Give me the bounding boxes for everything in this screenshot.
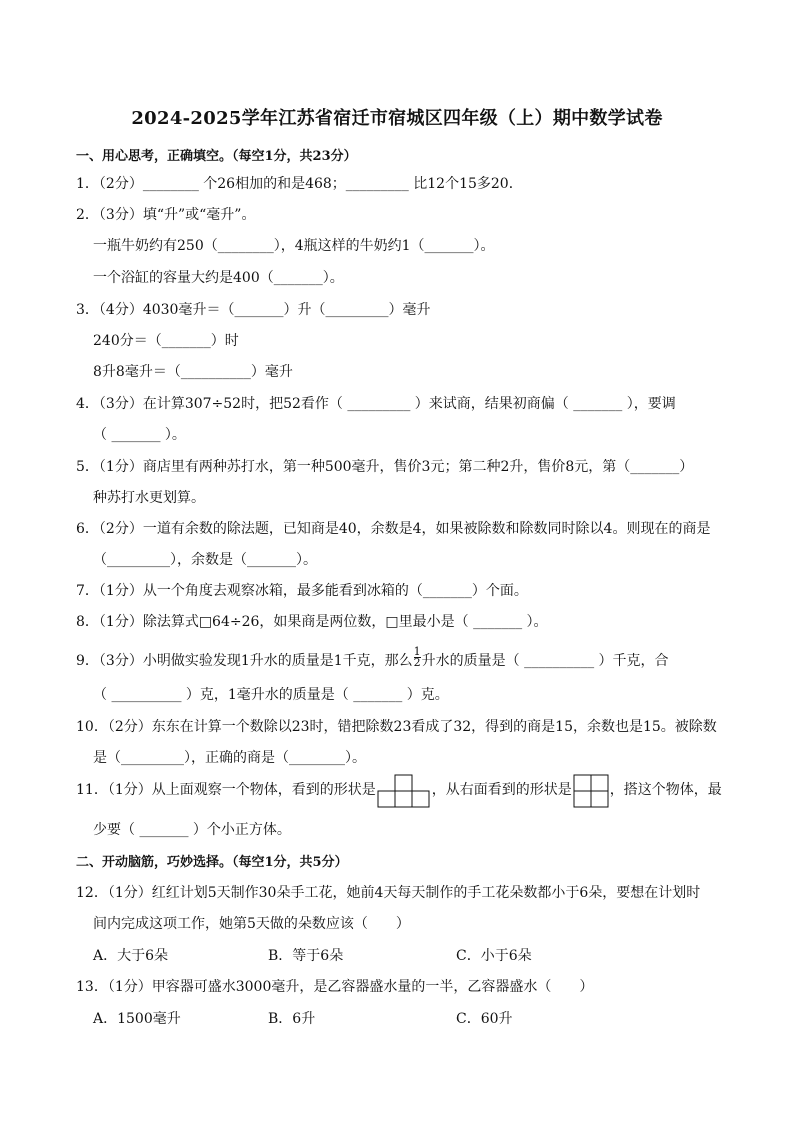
section-1-heading: 一、用心思考，正确填空。（每空1分，共23分）: [76, 149, 357, 164]
question-3-line-b: 240分＝（_______）时: [93, 333, 239, 349]
question-7: 7．（1分）从一个角度去观察冰箱，最多能看到冰箱的（_______）个面。: [76, 583, 528, 599]
question-3: 3．（4分）4030毫升＝（_______）升（_________）毫升: [76, 302, 431, 318]
question-12: 12．（1分）红红计划5天制作30朵手工花，她前4天每天制作的手工花朵数都小于6朵，要想在计划时: [76, 885, 701, 901]
question-5-cont: 种苏打水更划算。: [93, 490, 205, 506]
question-13: 13．（1分）甲容器可盛水3000毫升，是乙容器盛水量的一半，乙容器盛水（ ）: [76, 979, 594, 995]
exam-title: 2024-2025学年江苏省宿迁市宿城区四年级（上）期中数学试卷: [131, 108, 663, 129]
question-13-option-a: A．1500毫升: [93, 1011, 181, 1027]
question-11: [76, 772, 722, 808]
question-11-text-mid: ，从右面看到的形状是: [431, 782, 572, 798]
question-13-option-c: C．60升: [456, 1011, 513, 1027]
question-11-text-pre: 11．（1分）从上面观察一个物体，看到的形状是: [76, 782, 376, 798]
top-view-shape-icon: [377, 774, 431, 808]
question-3-line-c: 8升8毫升＝（__________）毫升: [93, 364, 293, 380]
question-10-cont: 是（_________），正确的商是（________）。: [93, 750, 366, 766]
question-9-text-post: 升水的质量是（ __________ ）千克，合: [421, 653, 669, 669]
question-12-option-a: A．大于6朵: [93, 948, 169, 964]
question-11-cont: 少要（ _______ ）个小正方体。: [93, 822, 291, 838]
question-12-option-b: B．等于6朵: [268, 948, 344, 964]
question-11-text-post: ，搭这个物体，最: [609, 782, 722, 798]
fraction-one-half: [413, 644, 421, 669]
question-4-cont: （ _______ ）。: [93, 427, 186, 443]
question-2-line-a: 一瓶牛奶约有250（________），4瓶这样的牛奶约1（_______）。: [93, 238, 495, 254]
question-5: 5．（1分）商店里有两种苏打水，第一种500毫升，售价3元；第二种2升，售价8元，第（_______）: [76, 459, 694, 475]
question-13-option-b: B．6升: [268, 1011, 316, 1027]
question-1: 1．（2分）________ 个26相加的和是468；_________ 比12个15多20．: [76, 176, 523, 192]
question-10: 10．（2分）东东在计算一个数除以23时，错把除数23看成了32，得到的商是15，余数也是15。被除数: [76, 719, 717, 735]
question-9: [76, 644, 669, 672]
section-2-heading: 二、开动脑筋，巧妙选择。（每空1分，共5分）: [76, 855, 348, 870]
question-9-text-pre: 9．（3分）小明做实验发现1升水的质量是1千克，那么: [76, 653, 413, 669]
question-2: 2．（3分）填“升”或“毫升”。: [76, 207, 256, 223]
question-9-cont: （ __________ ）克，1毫升水的质量是（ _______ ）克。: [93, 687, 449, 703]
question-12-option-c: C．小于6朵: [456, 948, 532, 964]
question-12-cont: 间内完成这项工作，她第5天做的朵数应该（ ）: [93, 916, 410, 932]
right-view-shape-icon: [573, 774, 609, 808]
fraction-denominator: 2: [413, 655, 421, 669]
question-2-line-b: 一个浴缸的容量大约是400（_______）。: [93, 270, 344, 286]
question-4: 4．（3分）在计算307÷52时，把52看作（ _________ ）来试商，结果初商偏（ _______ ），要调: [76, 396, 676, 412]
question-8: 8．（1分）除法算式□64÷26，如果商是两位数，□里最小是（ _______ ）。: [76, 614, 548, 630]
fraction-numerator: 1: [413, 644, 421, 658]
question-6: 6．（2分）一道有余数的除法题，已知商是40，余数是4，如果被除数和除数同时除以4。则现在的商是: [76, 521, 711, 537]
question-6-cont: （_________），余数是（_______）。: [93, 552, 317, 568]
